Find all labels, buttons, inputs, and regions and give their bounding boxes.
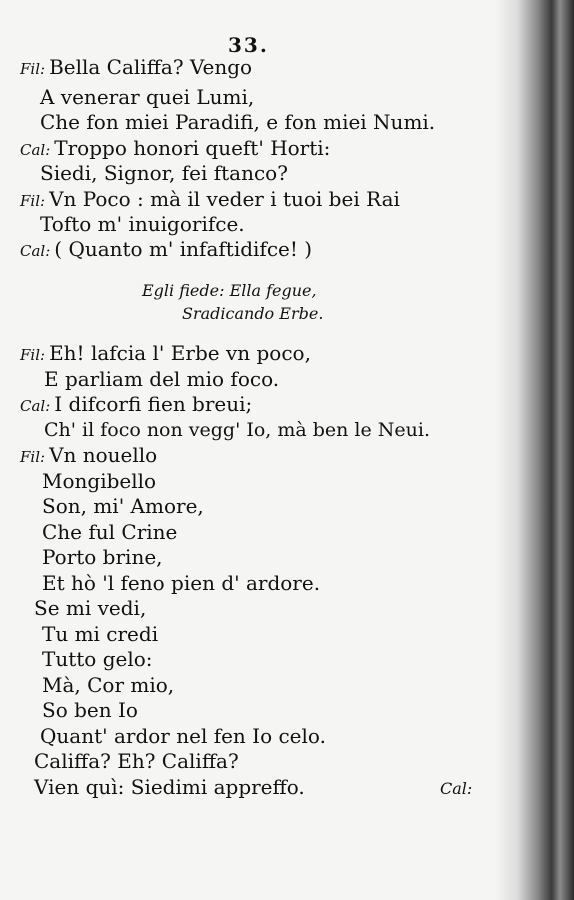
verse-line: Quant' ardor nel fen Io celo.: [40, 724, 326, 748]
catchword: Cal:: [440, 779, 473, 798]
verse-line: Mongibello: [42, 469, 157, 493]
verse-line: Che ful Crine: [42, 520, 178, 544]
verse-line: Cal: I difcorfi fien breui;: [20, 392, 253, 416]
book-spine: [518, 0, 574, 900]
speaker: Fil:: [20, 192, 46, 210]
speaker: Cal:: [20, 397, 51, 415]
verse-line: Son, mi' Amore,: [42, 494, 204, 518]
verse-line: Porto brine,: [42, 545, 163, 569]
verse-line: E parliam del mio foco.: [44, 367, 280, 391]
verse-line: Tu mi credi: [42, 622, 159, 646]
speaker: Fil:: [20, 346, 46, 364]
page-number: 33.: [228, 33, 269, 57]
verse-line: Tofto m' inuigorifce.: [40, 212, 245, 236]
verse-line: Fil: Vn Poco : mà il veder i tuoi bei Rai: [20, 187, 400, 211]
speaker: Fil:: [20, 60, 46, 78]
verse-line: Che fon miei Paradifi, e fon miei Numi.: [40, 110, 436, 134]
verse-line: Et hò 'l feno pien d' ardore.: [42, 571, 321, 595]
verse-line: Mà, Cor mio,: [42, 673, 175, 697]
verse-line: Fil: Eh! lafcia l' Erbe vn poco,: [20, 341, 311, 365]
verse-line: Fil: Vn nouello: [20, 443, 158, 467]
verse-line: Cal: ( Quanto m' infaftidifce! ): [20, 237, 313, 261]
verse-line: Ch' il foco non vegg' Io, mà ben le Neui.: [44, 419, 431, 441]
speaker: Cal:: [20, 242, 51, 260]
verse-line: A venerar quei Lumi,: [40, 85, 255, 109]
verse-line: So ben Io: [42, 698, 138, 722]
speaker: Fil:: [20, 448, 46, 466]
verse-line: Se mi vedi,: [34, 596, 147, 620]
stage-direction: Sradicando Erbe.: [182, 304, 324, 323]
verse-line: Vien quì: Siedimi appreffo.: [34, 775, 305, 799]
verse-line: Califfa? Eh? Califfa?: [34, 749, 239, 773]
speaker: Cal:: [20, 141, 51, 159]
stage-direction: Egli fiede: Ella fegue,: [142, 281, 317, 300]
verse-line: Tutto gelo:: [42, 647, 153, 671]
verse-line: Fil: Bella Califfa? Vengo: [20, 55, 253, 79]
verse-line: Cal: Troppo honori queft' Horti:: [20, 136, 331, 160]
verse-line: Siedi, Signor, fei ftanco?: [40, 161, 288, 185]
